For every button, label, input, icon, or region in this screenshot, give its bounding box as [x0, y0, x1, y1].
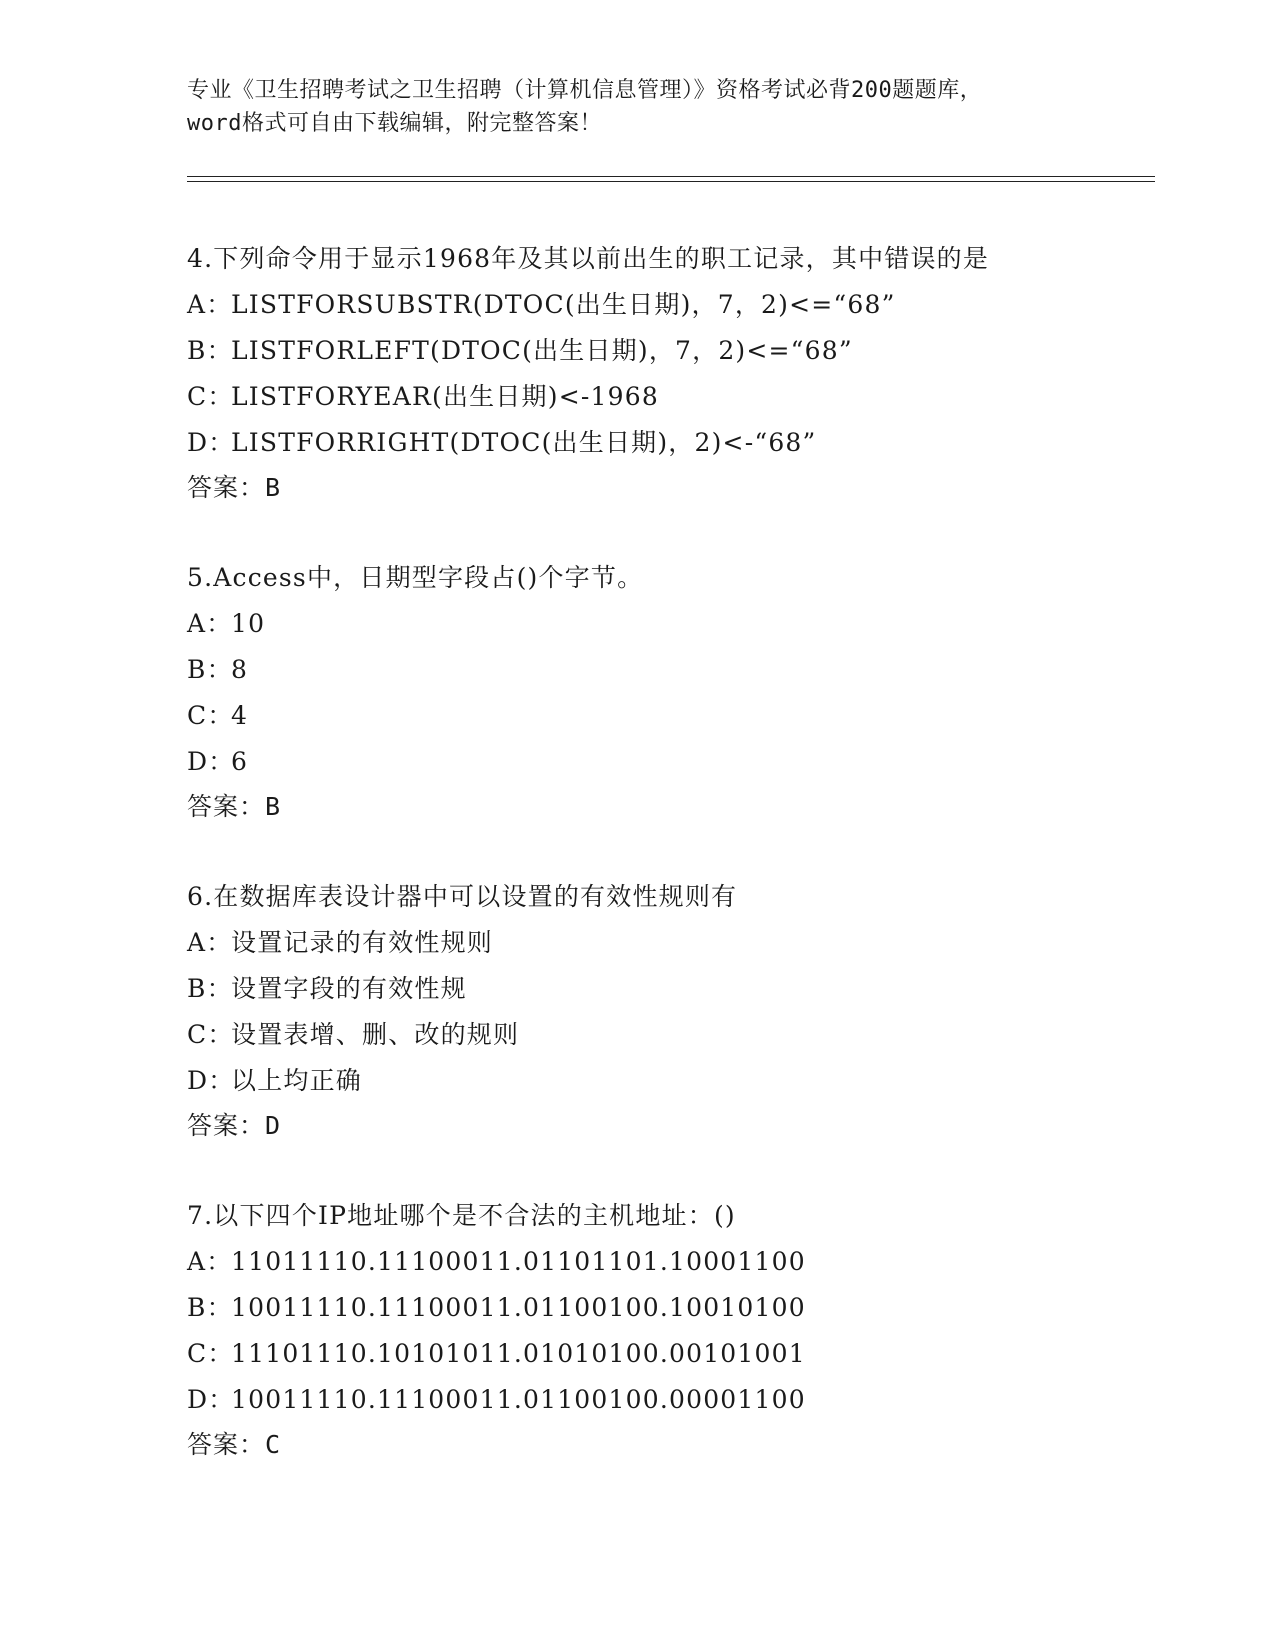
question-stem: 4.下列命令用于显示1968年及其以前出生的职工记录，其中错误的是 — [187, 244, 990, 273]
option-a — [187, 920, 1187, 966]
option-label: B： — [187, 1293, 233, 1322]
question-stem: 5.Access中，日期型字段占()个字节。 — [187, 563, 644, 592]
option-label: B： — [187, 974, 233, 1003]
option-text: 11101110.10101011.01010100.00101001 — [231, 1339, 806, 1368]
answer-line: 答案：D — [187, 1111, 282, 1140]
option-d — [187, 739, 1187, 785]
option-c — [187, 1331, 1187, 1377]
option-d — [187, 1377, 1187, 1423]
option-c — [187, 693, 1187, 739]
header-title-line-2: word格式可自由下载编辑，附完整答案！ — [187, 111, 602, 136]
document-header — [187, 74, 1087, 140]
option-b — [187, 647, 1187, 693]
option-label: D： — [187, 428, 235, 457]
option-d — [187, 420, 1187, 466]
option-label: C： — [187, 701, 234, 730]
option-text: 设置字段的有效性规 — [231, 974, 467, 1003]
question-4 — [187, 236, 1187, 510]
answer-line: 答案：B — [187, 792, 282, 821]
option-a — [187, 282, 1187, 328]
option-text: 以上均正确 — [231, 1066, 363, 1095]
option-a — [187, 1239, 1187, 1285]
option-text: 设置记录的有效性规则 — [231, 928, 494, 957]
option-text: LISTFORLEFT(DTOC(出生日期)，7，2)<=“68” — [231, 336, 853, 365]
header-divider-top — [187, 176, 1155, 177]
option-a — [187, 601, 1187, 647]
header-divider-bottom — [187, 181, 1155, 182]
option-text: LISTFORYEAR(出生日期)<-1968 — [231, 382, 659, 411]
option-label: A： — [187, 290, 233, 319]
option-text: 4 — [231, 701, 249, 730]
option-label: A： — [187, 1247, 233, 1276]
question-7 — [187, 1193, 1187, 1467]
option-text: 6 — [231, 747, 249, 776]
option-b — [187, 1285, 1187, 1331]
option-text: LISTFORSUBSTR(DTOC(出生日期)，7，2)<=“68” — [231, 290, 896, 319]
question-stem: 7.以下四个IP地址哪个是不合法的主机地址：() — [187, 1201, 736, 1230]
question-6 — [187, 874, 1187, 1148]
option-label: B： — [187, 655, 233, 684]
option-label: C： — [187, 1020, 234, 1049]
header-title-line-1: 专业《卫生招聘考试之卫生招聘（计算机信息管理）》资格考试必背200题题库， — [187, 78, 983, 103]
answer-line: 答案：C — [187, 1430, 282, 1459]
option-label: C： — [187, 1339, 234, 1368]
option-label: A： — [187, 609, 233, 638]
question-stem: 6.在数据库表设计器中可以设置的有效性规则有 — [187, 882, 738, 911]
option-c — [187, 1012, 1187, 1058]
option-text: 设置表增、删、改的规则 — [231, 1020, 520, 1049]
option-label: B： — [187, 336, 233, 365]
answer-line: 答案：B — [187, 473, 282, 502]
option-text: 10011110.11100011.01100100.00001100 — [231, 1385, 806, 1414]
option-label: C： — [187, 382, 234, 411]
option-c — [187, 374, 1187, 420]
option-text: 10 — [231, 609, 266, 638]
option-label: A： — [187, 928, 233, 957]
option-text: LISTFORRIGHT(DTOC(出生日期)，2)<-“68” — [231, 428, 817, 457]
option-text: 11011110.11100011.01101101.10001100 — [231, 1247, 806, 1276]
option-label: D： — [187, 1066, 235, 1095]
option-b — [187, 328, 1187, 374]
question-5 — [187, 555, 1187, 829]
option-text: 10011110.11100011.01100100.10010100 — [231, 1293, 806, 1322]
question-list — [187, 236, 1187, 1512]
option-b — [187, 966, 1187, 1012]
option-label: D： — [187, 747, 235, 776]
option-text: 8 — [231, 655, 249, 684]
option-d — [187, 1058, 1187, 1104]
option-label: D： — [187, 1385, 235, 1414]
